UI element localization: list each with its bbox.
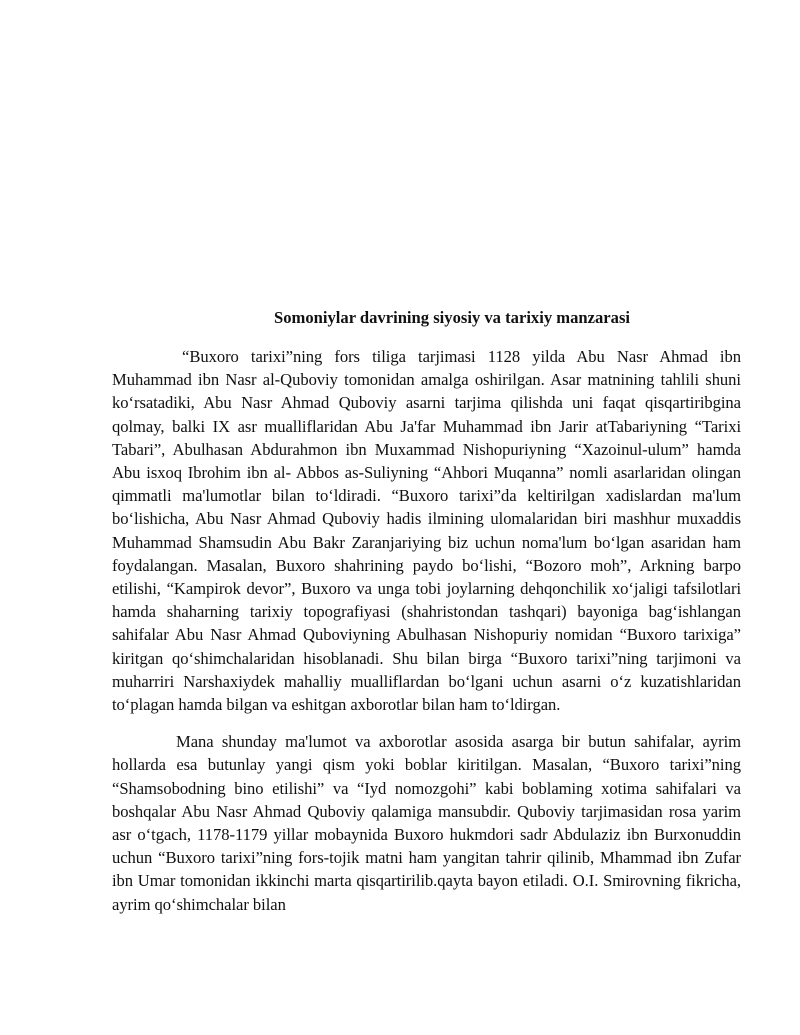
paragraph-1: “Buxoro tarixi”ning fors tiliga tarjimasi 1128 yilda Abu Nasr Ahmad ibn Muhammad ibn Nasr al-Quboviy tomonidan amalga oshirilgan. Asar matnining tahlili shuni ko‘rsatadiki, Abu Nasr Ahmad Quboviy asarni tarjima qilishda uni faqat qisqartiribgina qolmay, balki IX asr mualliflaridan Abu Ja'far Muhammad ibn Jarir atTabariyning “Tarixi Tabari”, Abulhasan Abdurahmon ibn Muxammad Nishopuriyning “Xazoinul-ulum” hamda Abu isxoq Ibrohim ibn al- Abbos as-Suliyning “Ahbori Muqanna” nomli asarlaridan olingan qimmatli ma'lumotlar bilan to‘ldiradi. “Buxoro tarixi”da keltirilgan xadislardan ma'lum bo‘lishicha, Abu Nasr Ahmad Quboviy hadis ilmining ulomalaridan biri mashhur muxaddis Muhammad Shamsudin Abu Bakr Zaranjariying biz uchun noma'lum bo‘lgan asaridan ham foydalangan. Masalan, Buxoro shahrining paydo bo‘lishi, “Bozoro moh”, Arkning barpo etilishi, “Kampirok devor”, Buxoro va unga tobi joylarning dehqonchilik xo‘jaligi tafsilotlari hamda shaharning tarixiy topografiyasi (shahristondan tashqari) bayoniga bag‘ishlangan sahifalar Abu Nasr Ahmad Quboviyning Abulhasan Nishopuriy nomidan “Buxoro tarixiga” kiritgan qo‘shimchalaridan hisoblanadi. Shu bilan birga “Buxoro tarixi”ning tarjimoni va muharriri Narshaxiydek mahalliy mualliflardan bo‘lgani uchun asarni o‘z kuzatishlaridan to‘plagan hamda bilgan va eshitgan axborotlar bilan ham to‘ldirgan. (112, 347, 741, 715)
document-body (112, 306, 741, 916)
document-title: Somoniylar davrining siyosiy va tarixiy manzarasi (274, 308, 631, 327)
paragraph-2: Mana shunday ma'lumot va axborotlar asosida asarga bir butun sahifalar, ayrim hollarda esa butunlay yangi qism yoki boblar kiritilgan. Masalan, “Buxoro tarixi”ning “Shamsobodning bino etilishi” va “Iyd nomozgohi” kabi boblaming xotima sahifalari va boshqalar Abu Nasr Ahmad Quboviy qalamiga mansubdir. Quboviy tarjimasidan rosa yarim asr o‘tgach, 1178-1179 yillar mobaynida Buxoro hukmdori sadr Abdulaziz ibn Burxonuddin uchun “Buxoro tarixi”ning fors-tojik matni ham yangitan tahrir qilinib, Mhammad ibn Zufar ibn Umar tomonidan ikkinchi marta qisqartirilib.qayta bayon etiladi. O.I. Smirovning fikricha, ayrim qo‘shimchalar bilan (112, 732, 741, 914)
